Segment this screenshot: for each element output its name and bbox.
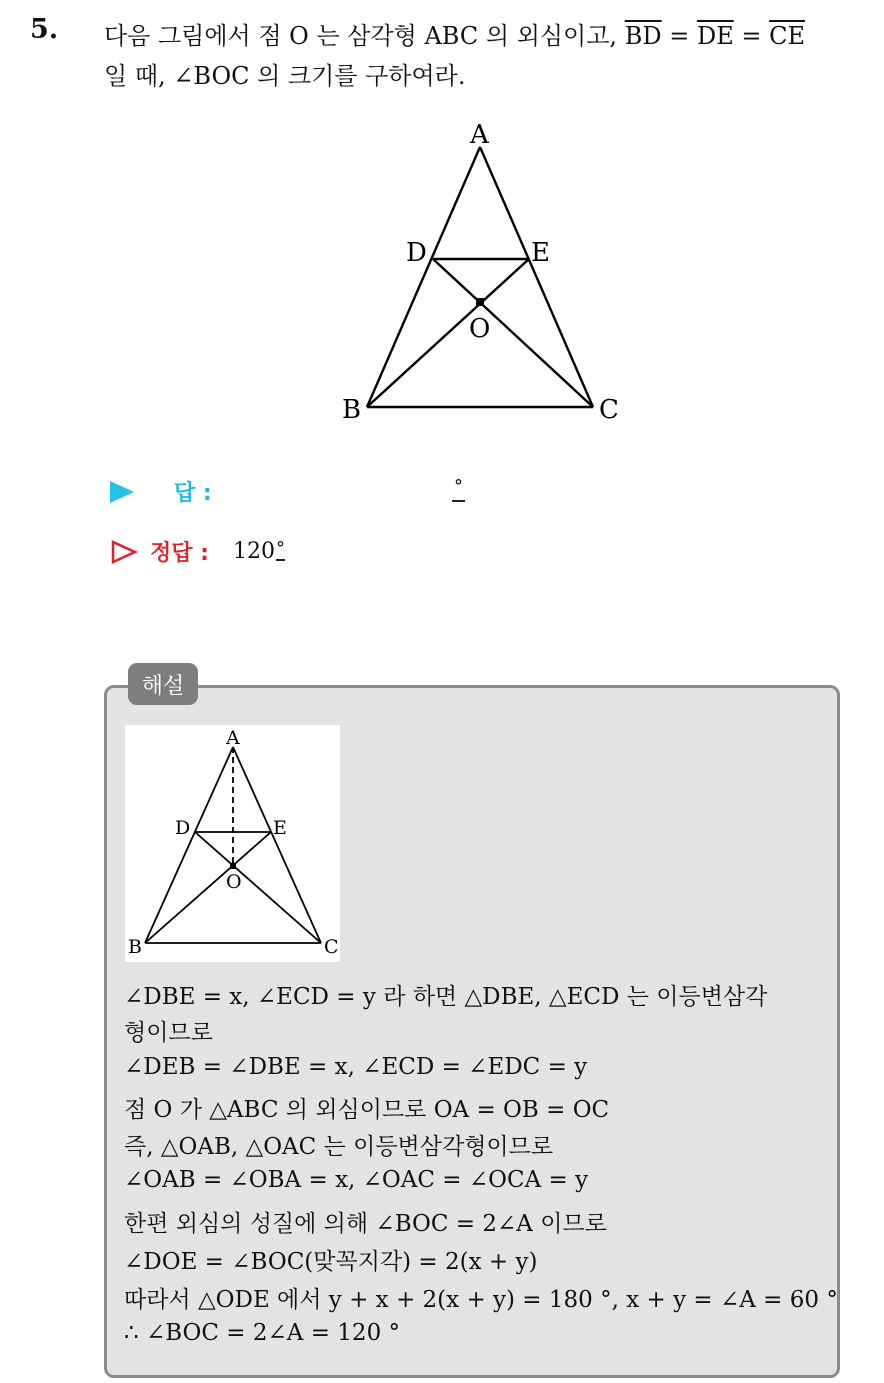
edge-ac bbox=[480, 147, 593, 407]
label-e: E bbox=[531, 238, 550, 268]
sol-edge-ab bbox=[145, 747, 233, 943]
solution-line-8: ∠DOE = ∠BOC(맞꼭지각) = 2(x + y) bbox=[124, 1249, 538, 1275]
solution-line-9: 따라서 △ODE 에서 y + x + 2(x + y) = 180 °, x + y = ∠A = 60 ° bbox=[124, 1287, 838, 1313]
solution-line-4: 점 O 가 △ABC 의 외심이므로 OA = OB = OC bbox=[124, 1097, 610, 1123]
sol-label-e: E bbox=[273, 817, 287, 839]
solution-figure bbox=[125, 725, 340, 962]
solution-line-6: ∠OAB = ∠OBA = x, ∠OAC = ∠OCA = y bbox=[124, 1167, 589, 1193]
sol-label-d: D bbox=[175, 817, 191, 839]
segment-bd: $\overline{BD}$ bbox=[624, 22, 662, 50]
answer-row bbox=[110, 476, 212, 507]
question-prefix: 다음 그림에서 점 O 는 삼각형 ABC 의 외심이고, bbox=[104, 22, 625, 50]
answer-input[interactable] bbox=[300, 476, 448, 504]
sol-point-o-marker bbox=[230, 863, 236, 869]
equals-sign: = bbox=[661, 22, 697, 50]
outline-arrow-icon bbox=[110, 539, 138, 565]
segment-de: $\overline{DE}$ bbox=[696, 22, 734, 50]
answer-unit: ° bbox=[452, 474, 465, 502]
play-arrow-icon bbox=[110, 481, 134, 503]
sol-segment-dc bbox=[195, 832, 321, 943]
sol-label-o: O bbox=[226, 871, 242, 893]
edge-ab bbox=[367, 147, 480, 407]
segment-eb bbox=[367, 259, 529, 407]
correct-answer-row bbox=[110, 536, 285, 567]
solution-tag: 해설 bbox=[128, 663, 198, 705]
label-a: A bbox=[470, 120, 489, 150]
question-text-line1 bbox=[104, 16, 805, 51]
label-c: C bbox=[599, 395, 619, 425]
correct-answer-value bbox=[233, 539, 285, 564]
segment-ce: $\overline{CE}$ bbox=[769, 22, 805, 50]
segment-dc bbox=[433, 259, 593, 407]
point-o-marker bbox=[476, 298, 484, 306]
correct-value-unit: ° bbox=[275, 538, 285, 559]
label-b: B bbox=[342, 395, 362, 425]
equals-sign: = bbox=[733, 22, 770, 50]
sol-label-b: B bbox=[128, 936, 142, 958]
solution-line-7: 한편 외심의 성질에 의해 ∠BOC = 2∠A 이므로 bbox=[124, 1211, 607, 1237]
solution-line-10: ∴ ∠BOC = 2∠A = 120 ° bbox=[124, 1320, 401, 1346]
solution-line-1: ∠DBE = x, ∠ECD = y 라 하면 △DBE, △ECD 는 이등변삼각 bbox=[124, 984, 768, 1010]
question-text-line2: 일 때, ∠BOC 의 크기를 구하여라. bbox=[104, 62, 466, 90]
sol-label-a: A bbox=[226, 727, 240, 749]
answer-label: 답 : bbox=[174, 481, 212, 506]
label-o: O bbox=[469, 314, 491, 344]
solution-line-3: ∠DEB = ∠DBE = x, ∠ECD = ∠EDC = y bbox=[124, 1054, 588, 1080]
solution-line-2: 형이므로 bbox=[124, 1020, 213, 1046]
label-d: D bbox=[406, 238, 427, 268]
correct-answer-label: 정답 : bbox=[150, 541, 209, 566]
triangle-figure bbox=[330, 115, 640, 435]
correct-value-number: 120 bbox=[232, 539, 275, 564]
sol-edge-ac bbox=[233, 747, 321, 943]
sol-label-c: C bbox=[324, 936, 339, 958]
question-number: 5. bbox=[30, 14, 59, 45]
sol-segment-eb bbox=[145, 832, 271, 943]
solution-line-5: 즉, △OAB, △OAC 는 이등변삼각형이므로 bbox=[124, 1134, 554, 1160]
